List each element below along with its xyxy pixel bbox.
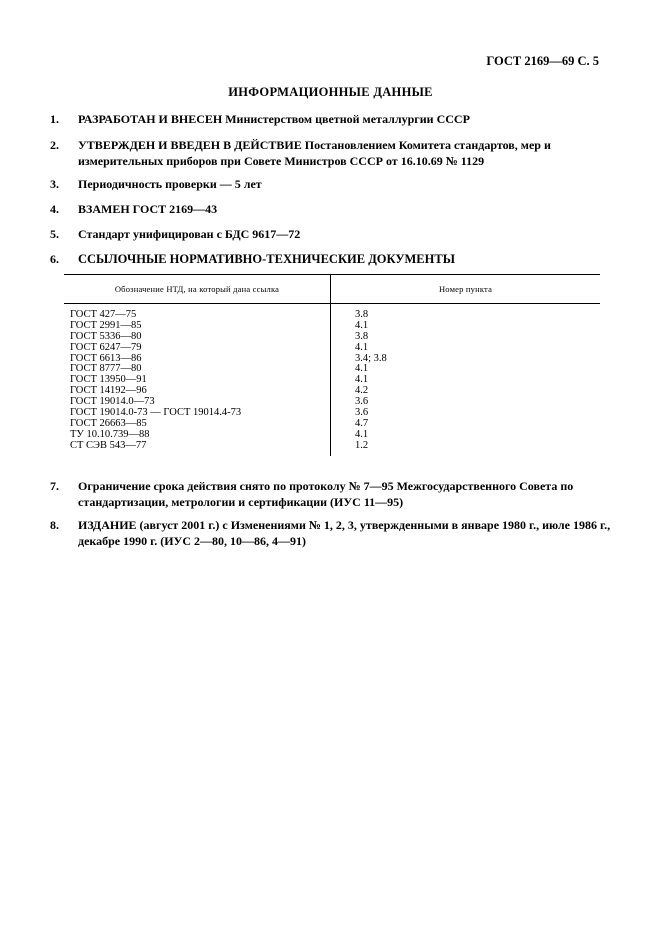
item-number: 5. xyxy=(50,227,59,241)
table-cell-clause: 4.1 xyxy=(355,374,369,386)
item-1 xyxy=(50,111,614,127)
item-number: 2. xyxy=(50,138,59,152)
table-body xyxy=(64,304,600,456)
item-number: 7. xyxy=(50,479,59,493)
item-text: ССЫЛОЧНЫЕ НОРМАТИВНО-ТЕХНИЧЕСКИЕ ДОКУМЕНТЫ xyxy=(78,252,455,266)
table-cell-document: ГОСТ 8777—80 xyxy=(70,363,142,375)
table-cell-document: ГОСТ 5336—80 xyxy=(70,330,142,342)
item-text: УТВЕРЖДЕН И ВВЕДЕН В ДЕЙСТВИЕ Постановлением Комитета стандартов, мер и измерительных приборов при Совете Министров СССР от 16.10.69 № 1129 xyxy=(78,138,551,168)
item-5 xyxy=(50,226,614,242)
item-8 xyxy=(50,517,614,549)
table-cell-document: ГОСТ 19014.0-73 — ГОСТ 19014.4-73 xyxy=(70,407,242,419)
item-number: 1. xyxy=(50,112,59,126)
item-number: 8. xyxy=(50,518,59,532)
item-text: Ограничение срока действия снято по протоколу № 7—95 Межгосударственного Совета по стандартизации, метрологии и сертификации (ИУС 11—95) xyxy=(78,479,574,509)
page-header: ГОСТ 2169—69 С. 5 xyxy=(486,54,599,68)
table-cell-document: ГОСТ 2991—85 xyxy=(70,319,142,331)
table-cell-document: ГОСТ 6613—86 xyxy=(70,352,142,364)
table-cell-clause: 4.7 xyxy=(355,417,369,429)
table-cell-clause: 3.8 xyxy=(355,330,369,342)
item-text: ВЗАМЕН ГОСТ 2169—43 xyxy=(78,202,218,216)
item-number: 4. xyxy=(50,202,59,216)
document-column xyxy=(64,304,331,456)
table-cell-clause: 4.2 xyxy=(355,385,369,397)
table-cell-document: ТУ 10.10.739—88 xyxy=(70,428,150,440)
table-cell-document: ГОСТ 427—75 xyxy=(70,309,137,320)
references-table xyxy=(64,274,600,456)
table-cell-clause: 1.2 xyxy=(355,439,369,451)
table-cell-clause: 4.1 xyxy=(355,319,369,331)
table-cell-clause: 4.1 xyxy=(355,428,369,440)
table-cell-document: ГОСТ 14192—96 xyxy=(70,385,147,397)
table-cell-clause: 4.1 xyxy=(355,363,369,375)
item-3 xyxy=(50,176,614,192)
table-cell-clause: 3.6 xyxy=(355,396,369,408)
column-header-document: Обозначение НТД, на который дана ссылка xyxy=(64,275,331,303)
item-2 xyxy=(50,137,614,169)
table-cell-clause: 3.6 xyxy=(355,407,369,419)
item-4 xyxy=(50,201,614,217)
table-header-row xyxy=(64,275,600,304)
item-number: 3. xyxy=(50,177,59,191)
column-header-clause: Номер пункта xyxy=(438,284,493,294)
item-number: 6. xyxy=(50,252,59,266)
item-text: РАЗРАБОТАН И ВНЕСЕН Министерством цветной металлургии СССР xyxy=(78,112,470,126)
table-cell-document: ГОСТ 6247—79 xyxy=(70,341,142,353)
table-cell-clause: 3.8 xyxy=(355,309,369,320)
item-text: Периодичность проверки — 5 лет xyxy=(78,177,262,191)
table-cell-clause: 3.4; 3.8 xyxy=(355,352,387,364)
item-text: Стандарт унифицирован с БДС 9617—72 xyxy=(78,227,301,241)
clause-column xyxy=(331,304,600,456)
table-cell-document: ГОСТ 26663—85 xyxy=(70,417,147,429)
item-text: ИЗДАНИЕ (август 2001 г.) с Изменениями № 1, 2, 3, утвержденными в январе 1980 г., июле 1986 г., декабре 1990 г. (ИУС 2—80, 10—86, 4—91) xyxy=(78,518,611,548)
table-cell-document: ГОСТ 13950—91 xyxy=(70,374,147,386)
document-title: ИНФОРМАЦИОННЫЕ ДАННЫЕ xyxy=(228,85,433,99)
table-cell-clause: 4.1 xyxy=(355,341,369,353)
table-cell-document: СТ СЭВ 543—77 xyxy=(70,439,147,451)
item-6 xyxy=(50,251,614,267)
table-cell-document: ГОСТ 19014.0—73 xyxy=(70,396,155,408)
item-7 xyxy=(50,478,614,510)
